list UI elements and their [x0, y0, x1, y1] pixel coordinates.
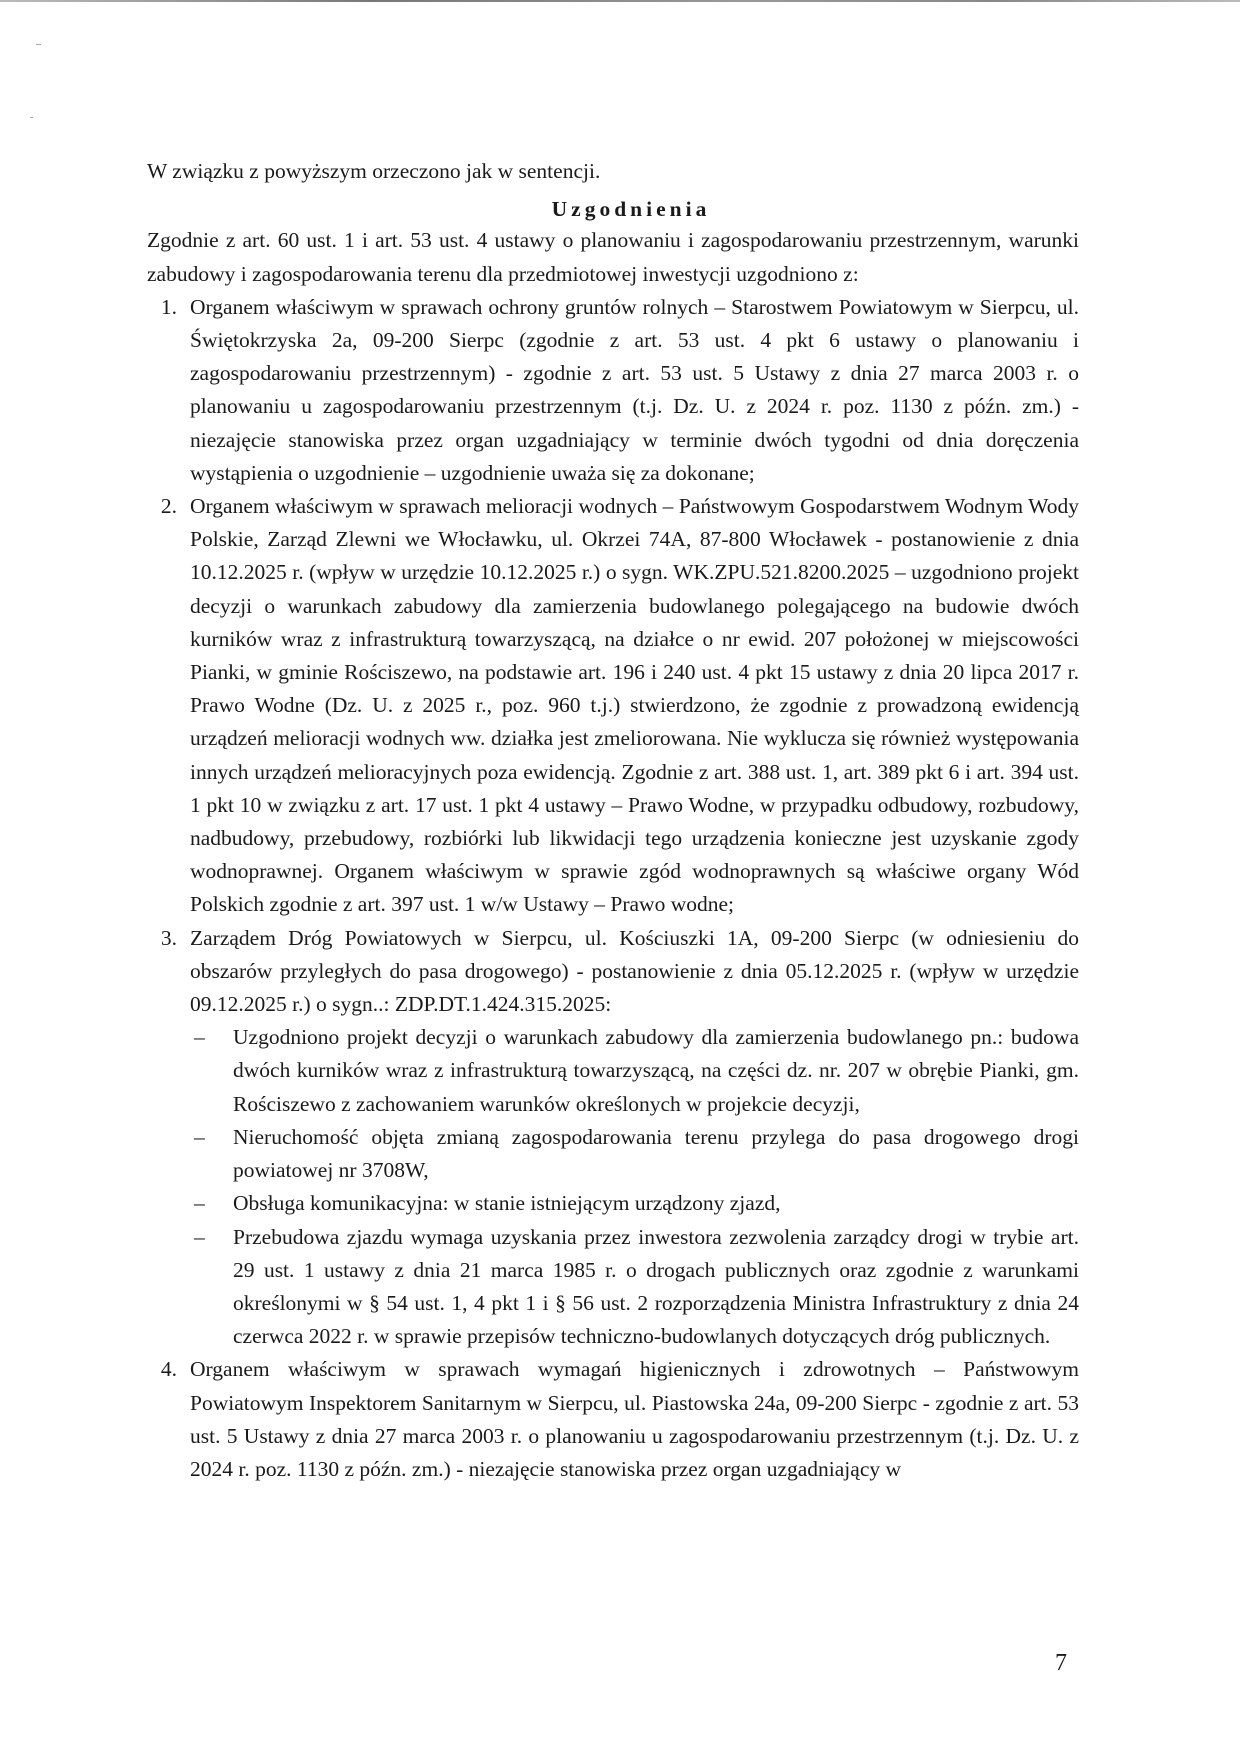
list-item-text: Zarządem Dróg Powiatowych w Sierpcu, ul. Kościuszki 1A, 09-200 Sierpc (w odniesieniu do obszarów przyległych do pasa drogowego) - postanowienie z dnia 05.12.2025 r. (wpływ w urzędzie 09.12.2025 r.) o sygn..: ZDP.DT.1.424.315.2025:: [190, 925, 1079, 1017]
agreements-list: [147, 291, 1079, 1486]
dash-bullet-icon: –: [194, 1025, 205, 1050]
scan-speck: [36, 44, 41, 45]
sub-list-item: [190, 1221, 1079, 1354]
scan-edge: [0, 0, 1240, 2]
dash-bullet-icon: –: [194, 1224, 205, 1249]
section-heading: Uzgodnienia: [551, 197, 711, 222]
list-item: [147, 490, 1079, 922]
list-number: 4.: [160, 1357, 177, 1382]
list-item-text: Organem właściwym w sprawach wymagań higienicznych i zdrowotnych – Państwowym Powiatowym Inspektorem Sanitarnym w Sierpcu, ul. Piastowska 24a, 09-200 Sierpc - zgodnie z art. 53 ust. 5 Ustawy z dnia 27 marca 2003 r. o planowaniu u zagospodarowaniu przestrzennym (t.j. Dz. U. z 2024 r. poz. 1130 z późn. zm.) - niezajęcie stanowiska przez organ uzgadniający w: [190, 1357, 1079, 1481]
sub-list-item: [190, 1121, 1079, 1187]
document-page: [147, 155, 1079, 1486]
sub-list-item-text: Obsługa komunikacyjna: w stanie istniejącym urządzony zjazd,: [233, 1191, 781, 1216]
sub-list-item: [190, 1187, 1079, 1220]
dash-bullet-icon: –: [194, 1124, 205, 1149]
sub-list-item-text: Nieruchomość objęta zmianą zagospodarowania terenu przylega do pasa drogowego drogi powiatowej nr 3708W,: [233, 1124, 1079, 1183]
sub-list: [190, 1021, 1079, 1353]
sub-list-item-text: Przebudowa zjazdu wymaga uzyskania przez inwestora zezwolenia zarządcy drogi w trybie art. 29 ust. 1 ustawy z dnia 21 marca 1985 r. o drogach publicznych oraz zgodnie z warunkami określonymi w § 54 ust. 1, 4 pkt 1 i § 56 ust. 2 rozporządzenia Ministra Infrastruktury z dnia 24 czerwca 2022 r. w sprawie przepisów techniczno-budowlanych dotyczących dróg publicznych.: [233, 1224, 1079, 1349]
intro-line: W związku z powyższym orzeczono jak w sentencji.: [147, 159, 601, 183]
list-number: 1.: [160, 294, 177, 319]
list-item: [147, 291, 1079, 490]
list-item: [147, 922, 1079, 1354]
list-item: [147, 1353, 1079, 1486]
scan-speck: [30, 117, 33, 118]
dash-bullet-icon: –: [194, 1191, 205, 1216]
section-intro: Zgodnie z art. 60 ust. 1 i art. 53 ust. 4 ustawy o planowaniu i zagospodarowaniu przestrzennym, warunki zabudowy i zagospodarowania terenu dla przedmiotowej inwestycji uzgodniono z:: [147, 228, 1079, 286]
sub-list-item-text: Uzgodniono projekt decyzji o warunkach zabudowy dla zamierzenia budowlanego pn.: budowa dwóch kurników wraz z infrastrukturą towarzyszącą, na części dz. nr. 207 w obrębie Pianki, gm. Rościszewo z zachowaniem warunków określonych w projekcie decyzji,: [233, 1025, 1079, 1116]
list-item-text: Organem właściwym w sprawach melioracji wodnych – Państwowym Gospodarstwem Wodnym Wody Polskie, Zarząd Zlewni we Włocławku, ul. Okrzei 74A, 87-800 Włocławek - postanowienie z dnia 10.12.2025 r. (wpływ w urzędzie 10.12.2025 r.) o sygn. WK.ZPU.521.8200.2025 – uzgodniono projekt decyzji o warunkach zabudowy dla zamierzenia budowlanego polegającego na budowie dwóch kurników wraz z infrastrukturą towarzyszącą, na działce o nr ewid. 207 położonej w miejscowości Pianki, w gminie Rościszewo, na podstawie art. 196 i 240 ust. 4 pkt 15 ustawy z dnia 20 lipca 2017 r. Prawo Wodne (Dz. U. z 2025 r., poz. 960 t.j.) stwierdzono, że zgodnie z prowadzoną ewidencją urządzeń melioracji wodnych ww. działka jest zmeliorowana. Nie wyklucza się również występowania innych urządzeń melioracyjnych poza ewidencją. Zgodnie z art. 388 ust. 1, art. 389 pkt 6 i art. 394 ust. 1 pkt 10 w związku z art. 17 ust. 1 pkt 4 ustawy – Prawo Wodne, w przypadku odbudowy, rozbudowy, nadbudowy, przebudowy, rozbiórki lub likwidacji tego urządzenia konieczne jest uzyskanie zgody wodnoprawnej. Organem właściwym w sprawie zgód wodnoprawnych są właściwe organy Wód Polskich zgodnie z art. 397 ust. 1 w/w Ustawy – Prawo wodne;: [190, 494, 1079, 917]
sub-list-item: [190, 1021, 1079, 1121]
list-number: 3.: [160, 925, 177, 950]
page-number: 7: [1055, 1650, 1067, 1676]
list-number: 2.: [160, 494, 177, 519]
list-item-text: Organem właściwym w sprawach ochrony gruntów rolnych – Starostwem Powiatowym w Sierpcu, ul. Świętokrzyska 2a, 09-200 Sierpc (zgodnie z art. 53 ust. 4 pkt 6 ustawy o planowaniu i zagospodarowaniu przestrzennym) - zgodnie z art. 53 ust. 5 Ustawy z dnia 27 marca 2003 r. o planowaniu u zagospodarowaniu przestrzennym (t.j. Dz. U. z 2024 r. poz. 1130 z późn. zm.) - niezajęcie stanowiska przez organ uzgadniający w terminie dwóch tygodni od dnia doręczenia wystąpienia o uzgodnienie – uzgodnienie uważa się za dokonane;: [190, 294, 1079, 485]
